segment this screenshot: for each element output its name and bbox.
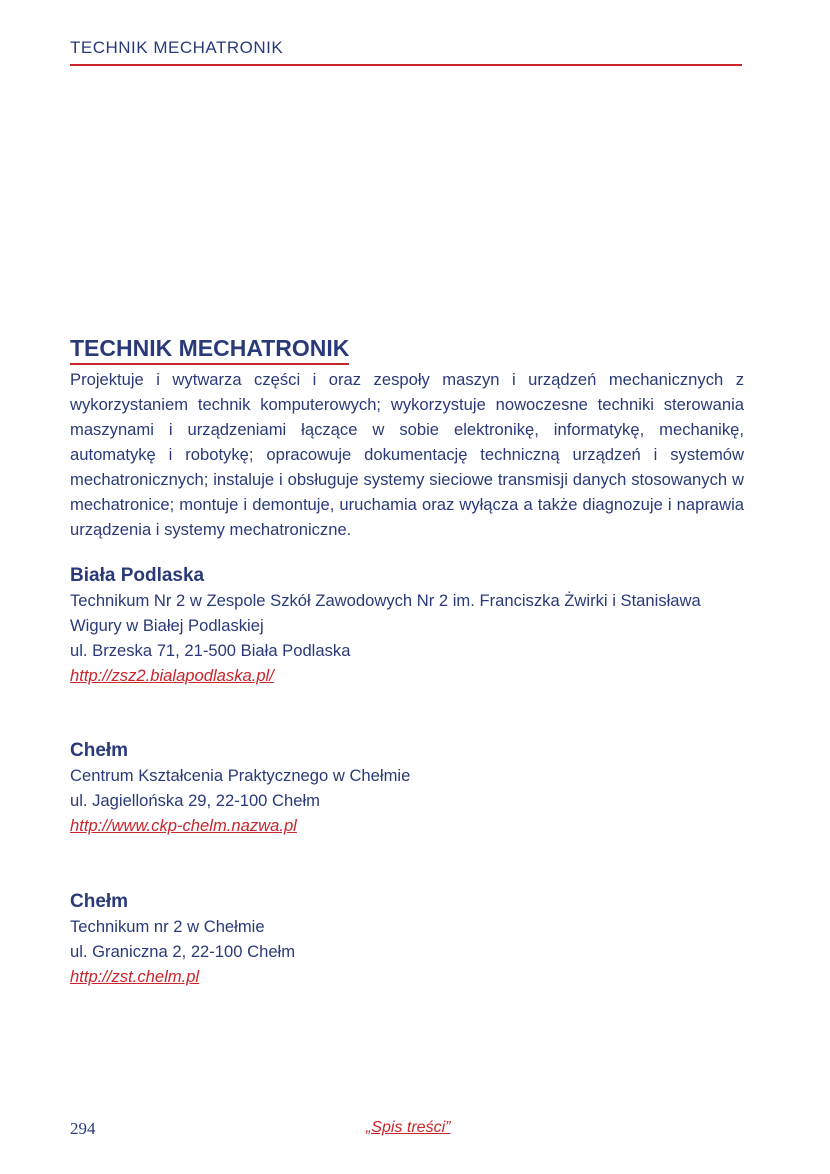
entry-city: Chełm [70,740,129,761]
entry-city: Biała Podlaska [70,565,205,586]
entry-website-link[interactable]: http://zsz2.bialapodlaska.pl/ [70,666,274,685]
entry-city: Chełm [70,891,129,912]
section-block [70,334,744,542]
school-entry [70,563,744,688]
entry-address: ul. Graniczna 2, 22-100 Chełm [70,942,296,961]
entry-school-name: Technikum Nr 2 w Zespole Szkół Zawodowych Nr 2 im. Franciszka Żwirki i Stanisława Wigury w Białej Podlaskiej [70,591,701,635]
section-description: Projektuje i wytwarza części i oraz zespoły maszyn i urządzeń mechanicznych z wykorzystaniem technik komputerowych; wykorzystuje nowoczesne techniki sterowania maszynami i urządzeniami łączące w sobie elektronikę, informatykę, mechanikę, automatykę i robotykę; opracowuje dokumentację techniczną urządzeń i systemów mechatronicznych; instaluje i obsługuje systemy sieciowe transmisji danych stosowanych w mechatronice; montuje i demontuje, uruchamia oraz wyłącza a także diagnozuje i naprawia urządzenia i systemy mechatroniczne. [70,370,744,539]
school-entry [70,738,744,838]
section-title: TECHNIK MECHATRONIK [70,334,349,365]
page-number: 294 [70,1119,96,1138]
entry-school-name: Technikum nr 2 w Chełmie [70,917,265,936]
header-rule [70,64,742,66]
school-entry [70,889,744,989]
entry-website-link[interactable]: http://zst.chelm.pl [70,967,200,986]
table-of-contents-link[interactable]: „Spis treści” [366,1119,451,1136]
entry-address: ul. Brzeska 71, 21-500 Biała Podlaska [70,641,351,660]
entry-website-link[interactable]: http://www.ckp-chelm.nazwa.pl [70,816,297,835]
entry-address: ul. Jagiellońska 29, 22-100 Chełm [70,791,320,810]
entry-school-name: Centrum Kształcenia Praktycznego w Chełmie [70,766,411,785]
running-header: TECHNIK MECHATRONIK [70,38,284,57]
